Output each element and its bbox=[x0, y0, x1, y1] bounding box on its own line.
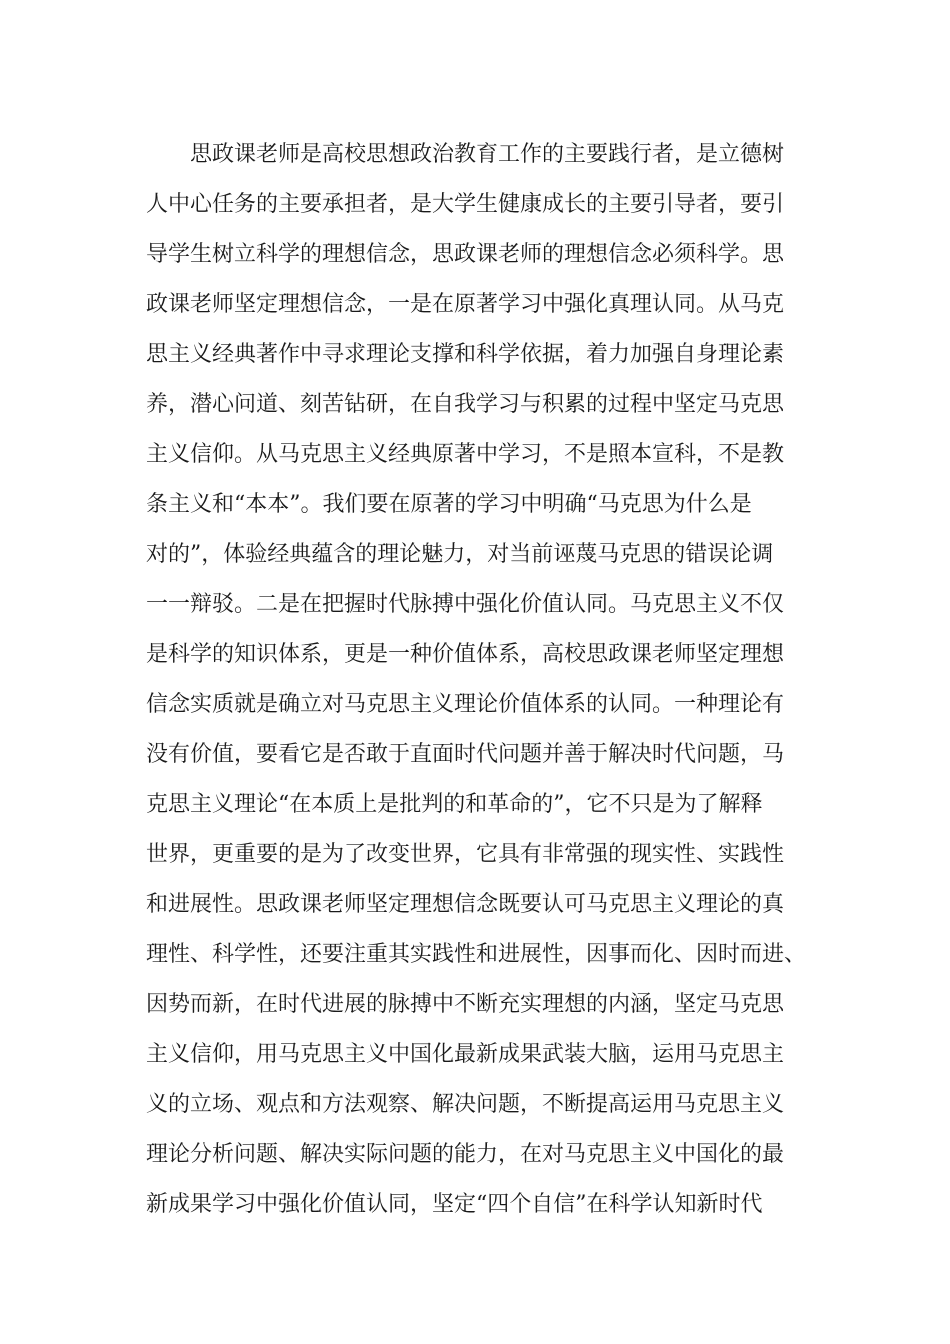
text-line: 对的”，体验经典蕴含的理论魅力，对当前诬蔑马克思的错误论调 bbox=[146, 542, 774, 567]
text-line: 理性、科学性，还要注重其实践性和进展性，因事而化、因时而进、 bbox=[146, 942, 807, 967]
text-line: 条主义和“本本”。我们要在原著的学习中明确“马克思为什么是 bbox=[146, 492, 752, 517]
text-line: 主义信仰，用马克思主义中国化最新成果武装大脑，运用马克思主 bbox=[146, 1042, 785, 1067]
text-line: 思政课老师是高校思想政治教育工作的主要践行者，是立德树 bbox=[190, 142, 785, 167]
text-line: 和进展性。思政课老师坚定理想信念既要认可马克思主义理论的真 bbox=[146, 892, 785, 917]
text-line: 一一辩驳。二是在把握时代脉搏中强化价值认同。马克思主义不仅 bbox=[146, 592, 785, 617]
text-line: 主义信仰。从马克思主义经典原著中学习，不是照本宣科，不是教 bbox=[146, 442, 785, 467]
text-line: 理论分析问题、解决实际问题的能力，在对马克思主义中国化的最 bbox=[146, 1142, 785, 1167]
text-line: 世界，更重要的是为了改变世界，它具有非常强的现实性、实践性 bbox=[146, 842, 785, 867]
text-line: 信念实质就是确立对马克思主义理论价值体系的认同。一种理论有 bbox=[146, 692, 785, 717]
text-line: 没有价值，要看它是否敢于直面时代问题并善于解决时代问题，马 bbox=[146, 742, 785, 767]
text-line: 因势而新，在时代进展的脉搏中不断充实理想的内涵，坚定马克思 bbox=[146, 992, 785, 1017]
text-line: 思主义经典著作中寻求理论支撑和科学依据，着力加强自身理论素 bbox=[146, 342, 785, 367]
text-line: 新成果学习中强化价值认同，坚定“四个自信”在科学认知新时代 bbox=[146, 1192, 763, 1217]
text-line: 导学生树立科学的理想信念，思政课老师的理想信念必须科学。思 bbox=[146, 242, 785, 267]
body-paragraph bbox=[146, 130, 826, 1230]
text-line: 义的立场、观点和方法观察、解决问题，不断提高运用马克思主义 bbox=[146, 1092, 785, 1117]
text-line: 养，潜心问道、刻苦钻研，在自我学习与积累的过程中坚定马克思 bbox=[146, 392, 785, 417]
text-line: 是科学的知识体系，更是一种价值体系，高校思政课老师坚定理想 bbox=[146, 642, 785, 667]
text-line: 克思主义理论“在本质上是批判的和革命的”，它不只是为了解释 bbox=[146, 792, 763, 817]
text-line: 人中心任务的主要承担者，是大学生健康成长的主要引导者，要引 bbox=[146, 192, 785, 217]
text-line: 政课老师坚定理想信念，一是在原著学习中强化真理认同。从马克 bbox=[146, 292, 785, 317]
